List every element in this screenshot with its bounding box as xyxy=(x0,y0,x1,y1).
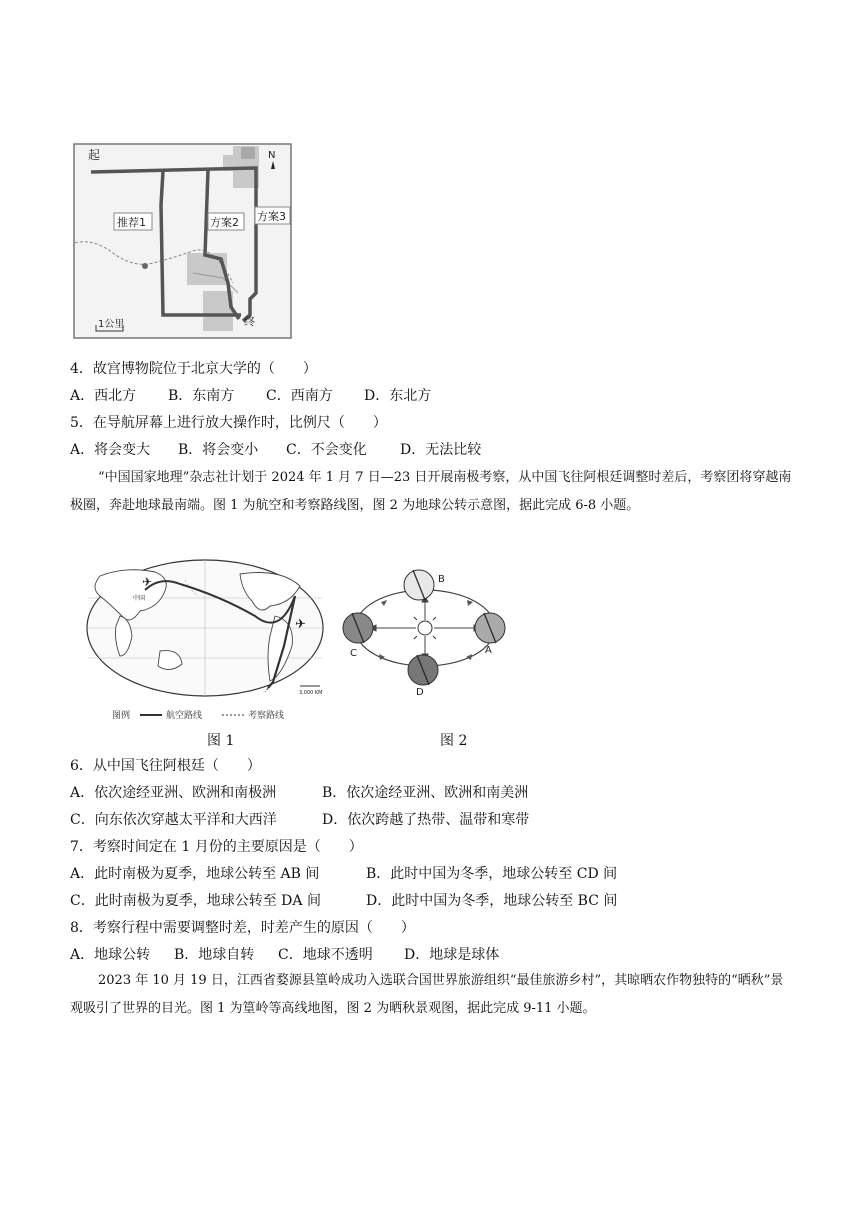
position-a-label: A xyxy=(485,645,492,656)
figure-1-caption: 图 1 xyxy=(207,733,235,749)
question-7-option-a: A．此时南极为夏季，地球公转至 AB 间 xyxy=(70,866,320,882)
position-b-label: B xyxy=(438,574,445,585)
question-6-options-row-2 xyxy=(70,810,529,830)
question-4 xyxy=(70,359,317,379)
route-end-label: 终 xyxy=(244,315,255,328)
question-6-option-d: D．依次跨越了热带、温带和寒带 xyxy=(322,812,530,828)
question-8-option-d: D．地球是球体 xyxy=(404,947,500,963)
question-8-stem: 8．考察行程中需要调整时差，时差产生的原因（ ） xyxy=(70,920,415,936)
route-label-plan-2: 方案2 xyxy=(210,216,239,229)
world-map-scale: 3,000 KM xyxy=(299,690,323,696)
intro-paragraph-2: 2023 年 10 月 19 日，江西省婺源县篁岭成功入选联合国世界旅游组织“最佳旅游乡村”，其晾晒农作物独特的“晒秋”景观吸引了世界的目光。图 1 为篁岭等高线地图，图 2 为晒秋景观图，据此完成 9-11 小题。 xyxy=(70,973,784,1016)
question-5-option-a: A．将会变大 xyxy=(70,442,151,458)
question-5-option-d: D．无法比较 xyxy=(400,442,482,458)
position-c-label: C xyxy=(350,648,357,659)
svg-text:✈: ✈ xyxy=(142,575,153,589)
question-7-options-row-1 xyxy=(70,864,617,884)
question-6-option-a: A．依次途经亚洲、欧洲和南极洲 xyxy=(70,785,277,801)
question-8-options xyxy=(70,945,499,965)
legend-survey-route: 考察路线 xyxy=(248,711,285,721)
question-6-option-b: B．依次途经亚洲、欧洲和南美洲 xyxy=(322,785,529,801)
question-5-stem: 5．在导航屏幕上进行放大操作时，比例尺（ ） xyxy=(70,415,387,431)
question-7-option-c: C．此时南极为夏季，地球公转至 DA 间 xyxy=(70,893,321,909)
legend-title: 图例 xyxy=(112,711,131,721)
route-scale-label: 1公里 xyxy=(98,319,125,330)
question-8-option-a: A．地球公转 xyxy=(70,947,151,963)
question-7-stem: 7．考察时间定在 1 月份的主要原因是（ ） xyxy=(70,839,363,855)
earth-revolution-diagram xyxy=(336,562,522,716)
question-4-option-a: A．西北方 xyxy=(70,388,137,404)
question-7-option-d: D．此时中国为冬季，地球公转至 BC 间 xyxy=(366,893,618,909)
question-6-option-c: C．向东依次穿越太平洋和大西洋 xyxy=(70,812,277,828)
legend-air-route: 航空路线 xyxy=(166,711,203,721)
route-start-label: 起 xyxy=(88,148,101,162)
question-8-option-b: B．地球自转 xyxy=(174,947,255,963)
question-8-option-c: C．地球不透明 xyxy=(278,947,373,963)
question-6-stem: 6．从中国飞往阿根廷（ ） xyxy=(70,758,261,774)
question-6 xyxy=(70,756,261,776)
question-4-option-b: B．东南方 xyxy=(168,388,235,404)
position-d-label: D xyxy=(416,687,424,698)
route-label-plan-3: 方案3 xyxy=(257,210,286,223)
question-5 xyxy=(70,413,387,433)
question-7 xyxy=(70,837,363,857)
north-arrow-icon: N xyxy=(268,150,276,161)
world-route-map xyxy=(70,556,340,722)
route-label-recommend-1: 推荐1 xyxy=(117,216,146,229)
question-8 xyxy=(70,918,415,938)
svg-text:✈: ✈ xyxy=(295,617,306,632)
route-map xyxy=(73,143,292,339)
question-5-option-c: C．不会变化 xyxy=(286,442,367,458)
question-5-option-b: B．将会变小 xyxy=(178,442,259,458)
question-4-options xyxy=(70,386,431,406)
question-7-option-b: B．此时中国为冬季，地球公转至 CD 间 xyxy=(366,866,618,882)
question-4-option-d: D．东北方 xyxy=(364,388,432,404)
figure-2-caption: 图 2 xyxy=(440,733,468,749)
china-label: 中国 xyxy=(133,595,146,602)
intro-paragraph-1: “中国国家地理”杂志社计划于 2024 年 1 月 7 日—23 日开展南极考察，从中国飞往阿根廷调整时差后，考察团将穿越南极圈，奔赴地球最南端。图 1 为航空和考察路线图，图 2 为地球公转示意图，据此完成 6-8 小题。 xyxy=(70,470,792,513)
question-5-options xyxy=(70,440,481,460)
question-4-option-c: C．西南方 xyxy=(266,388,333,404)
question-7-options-row-2 xyxy=(70,891,617,911)
question-4-stem: 4．故宫博物院位于北京大学的（ ） xyxy=(70,361,317,377)
question-6-options-row-1 xyxy=(70,783,528,803)
